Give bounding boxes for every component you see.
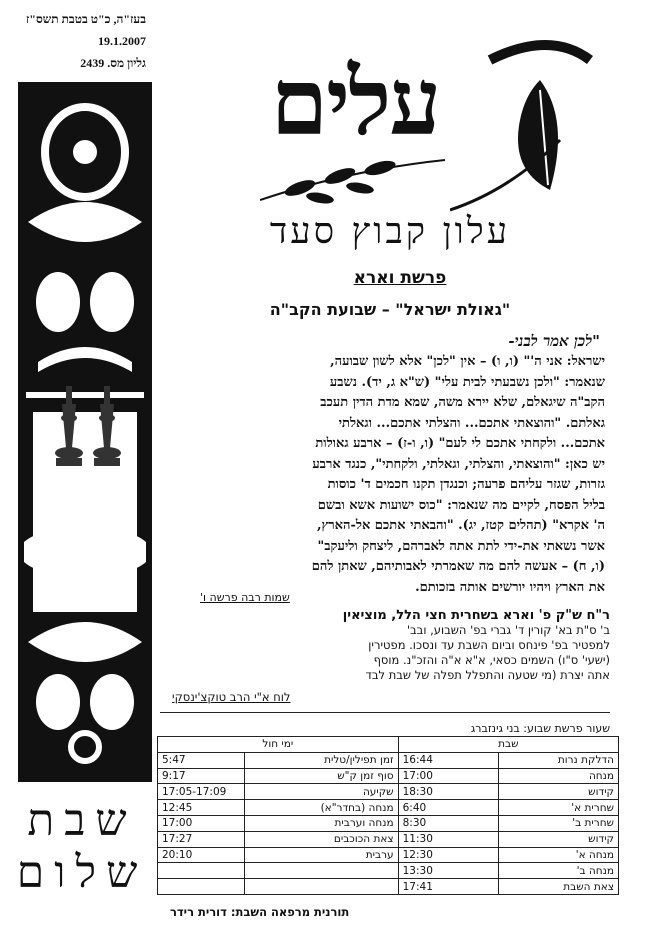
parasha-title: פרשת וארא	[353, 268, 447, 288]
note-line: ר"ח ש"ק פ' וארא בשחרית חצי הלל, מוציאין	[342, 608, 610, 623]
table-cell: צאת הכוכבים	[244, 831, 398, 847]
article-body	[195, 352, 605, 598]
body-line: שנאמר: "ולכן נשבעתי לבית עלי" (ש"א ג, יד). נשבע	[329, 374, 605, 390]
body-line: גאלתם. "והוצאתי אתכם... והצלתי אתכם... וגאלתי	[338, 415, 605, 431]
note-line: למפטיר בפ' פינחס וביום השבת עד ונסכו. מפטירין	[368, 638, 610, 652]
table-cell: מנחה	[499, 768, 619, 784]
shiur-line: שעור פרשת שבוע: בני גינזברג	[470, 722, 610, 735]
table-row	[158, 815, 619, 831]
brand-line-2: שלום	[16, 847, 148, 898]
table-cell: צאת השבת	[499, 879, 619, 895]
table-cell: מנחה ב'	[499, 863, 619, 879]
olive-branch-icon	[260, 150, 450, 214]
note-line: אתה יצרת (מי שטעה והתפלל תפלה של שבת לבד	[365, 668, 610, 682]
table-cell: מנחה א'	[499, 847, 619, 863]
table-cell: 18:30	[398, 784, 499, 800]
table-cell: 17:00	[398, 768, 499, 784]
candlesticks-image	[52, 378, 132, 482]
table-cell: 11:30	[398, 831, 499, 847]
luach-credit: לוח א"י הרב טוקצ'ינסקי	[172, 690, 291, 704]
body-line: אתכם... ולקחתי אתכם לי לעם" (ו, ו-ז) – ארבע גאולות	[315, 436, 605, 451]
table-cell: 16:44	[398, 752, 499, 768]
article-headline: "גאולת ישראל" – שבועת הקב"ה	[269, 300, 511, 319]
table-cell: ערבית	[244, 847, 398, 863]
table-row	[158, 847, 619, 863]
clinic-duty-footer: תורנית מרפאה השבת: דורית רידר	[170, 905, 350, 919]
table-cell: סוף זמן ק"ש	[244, 768, 398, 784]
note-line: (ישעי' ס"ו) השמים כסאי, א"א א"ה והזכ"נ. מוסף	[373, 653, 610, 667]
table-row	[158, 879, 619, 895]
table-cell: הדלקת נרות	[499, 752, 619, 768]
table-cell: שחרית ב'	[499, 815, 619, 831]
table-cell: זמן תפילין/טלית	[244, 752, 398, 768]
table-cell: מנחה וערבית	[244, 815, 398, 831]
table-cell: שחרית א'	[499, 800, 619, 816]
note-line: ב' ס"ת בא' קורין ד' גברי בפ' השבוע, ובב'	[406, 623, 610, 637]
article-lead: "לכן אמר לבני-	[508, 332, 600, 350]
table-cell: שקיעה	[244, 784, 398, 800]
shabbat-shalom-brand	[8, 795, 156, 899]
body-line: ישראל: אני ה'" (ו, ו) – אין "לכן" אלא לשון שבועה,	[330, 354, 605, 369]
hebrew-date: בעז"ה, כ"ט בטבת תשס"ז	[25, 12, 146, 26]
table-cell: 20:10	[158, 847, 245, 863]
table-cell	[244, 879, 398, 895]
table-cell: מנחה (בחדר"א)	[244, 800, 398, 816]
issue-header	[6, 8, 146, 74]
table-row	[158, 752, 619, 768]
table-cell: 8:30	[398, 815, 499, 831]
issue-number: גליון מס. 2439	[80, 56, 146, 70]
table-cell: 17:41	[398, 879, 499, 895]
halacha-notes	[170, 608, 610, 683]
logo-word: עלים	[270, 48, 440, 156]
zmanim-table	[157, 736, 619, 895]
table-cell: 9:17	[158, 768, 245, 784]
body-line: הקב"ה שיגאלם, שלא יירא משה, שמא מדת הדין תעכב	[320, 395, 605, 410]
table-cell	[158, 863, 245, 879]
gregorian-date: 19.1.2007	[98, 34, 146, 48]
brand-line-1: שבת	[27, 795, 137, 846]
table-cell: 17:27	[158, 831, 245, 847]
table-cell: 17:05-17:09	[158, 784, 245, 800]
divider	[160, 712, 610, 713]
table-cell: 13:30	[398, 863, 499, 879]
table-row	[158, 831, 619, 847]
table-cell: 12:45	[158, 800, 245, 816]
body-line: את הארץ ויהיו יורשים אותה בזכותם.	[415, 579, 605, 595]
table-header-row	[158, 737, 619, 753]
article-source: שמות רבה פרשה ו'	[200, 591, 290, 604]
body-line: גזרות, שגזר עליהם פרעה; וכנגדן תקנו חכמים ד' כוסות	[327, 477, 605, 492]
table-header-weekdays: ימי חול	[158, 737, 399, 753]
body-line: בליל הפסח, לקיים מה שנאמר: "כוס ישועות אשא ובשם	[317, 497, 605, 513]
table-row	[158, 768, 619, 784]
table-cell: 5:47	[158, 752, 245, 768]
table-cell	[244, 863, 398, 879]
table-cell: 6:40	[398, 800, 499, 816]
newsletter-subtitle: עלון קבוץ סעד	[269, 211, 511, 252]
body-line: יש כאן: "והוצאתי, והצלתי, וגאלתי, ולקחתי", כנגד ארבע	[312, 456, 605, 472]
table-cell: קידוש	[499, 784, 619, 800]
table-cell: 17:00	[158, 815, 245, 831]
table-header-shabbat: שבת	[398, 737, 618, 753]
table-row	[158, 863, 619, 879]
table-cell: קידוש	[499, 831, 619, 847]
table-cell: 12:30	[398, 847, 499, 863]
body-line: (ו, ח) – אעשה להם מה שאמרתי לאבותיהם, שאתן להם	[311, 559, 605, 574]
table-row	[158, 784, 619, 800]
body-line: אשר נשאתי את-ידי לתת אתה לאברהם, ליצחק וליעקב"	[317, 538, 605, 554]
table-cell	[158, 879, 245, 895]
table-row	[158, 800, 619, 816]
body-line: ה' אקרא" (תהלים קטז, יג). "והבאתי אתכם אל-הארץ,	[316, 518, 605, 533]
